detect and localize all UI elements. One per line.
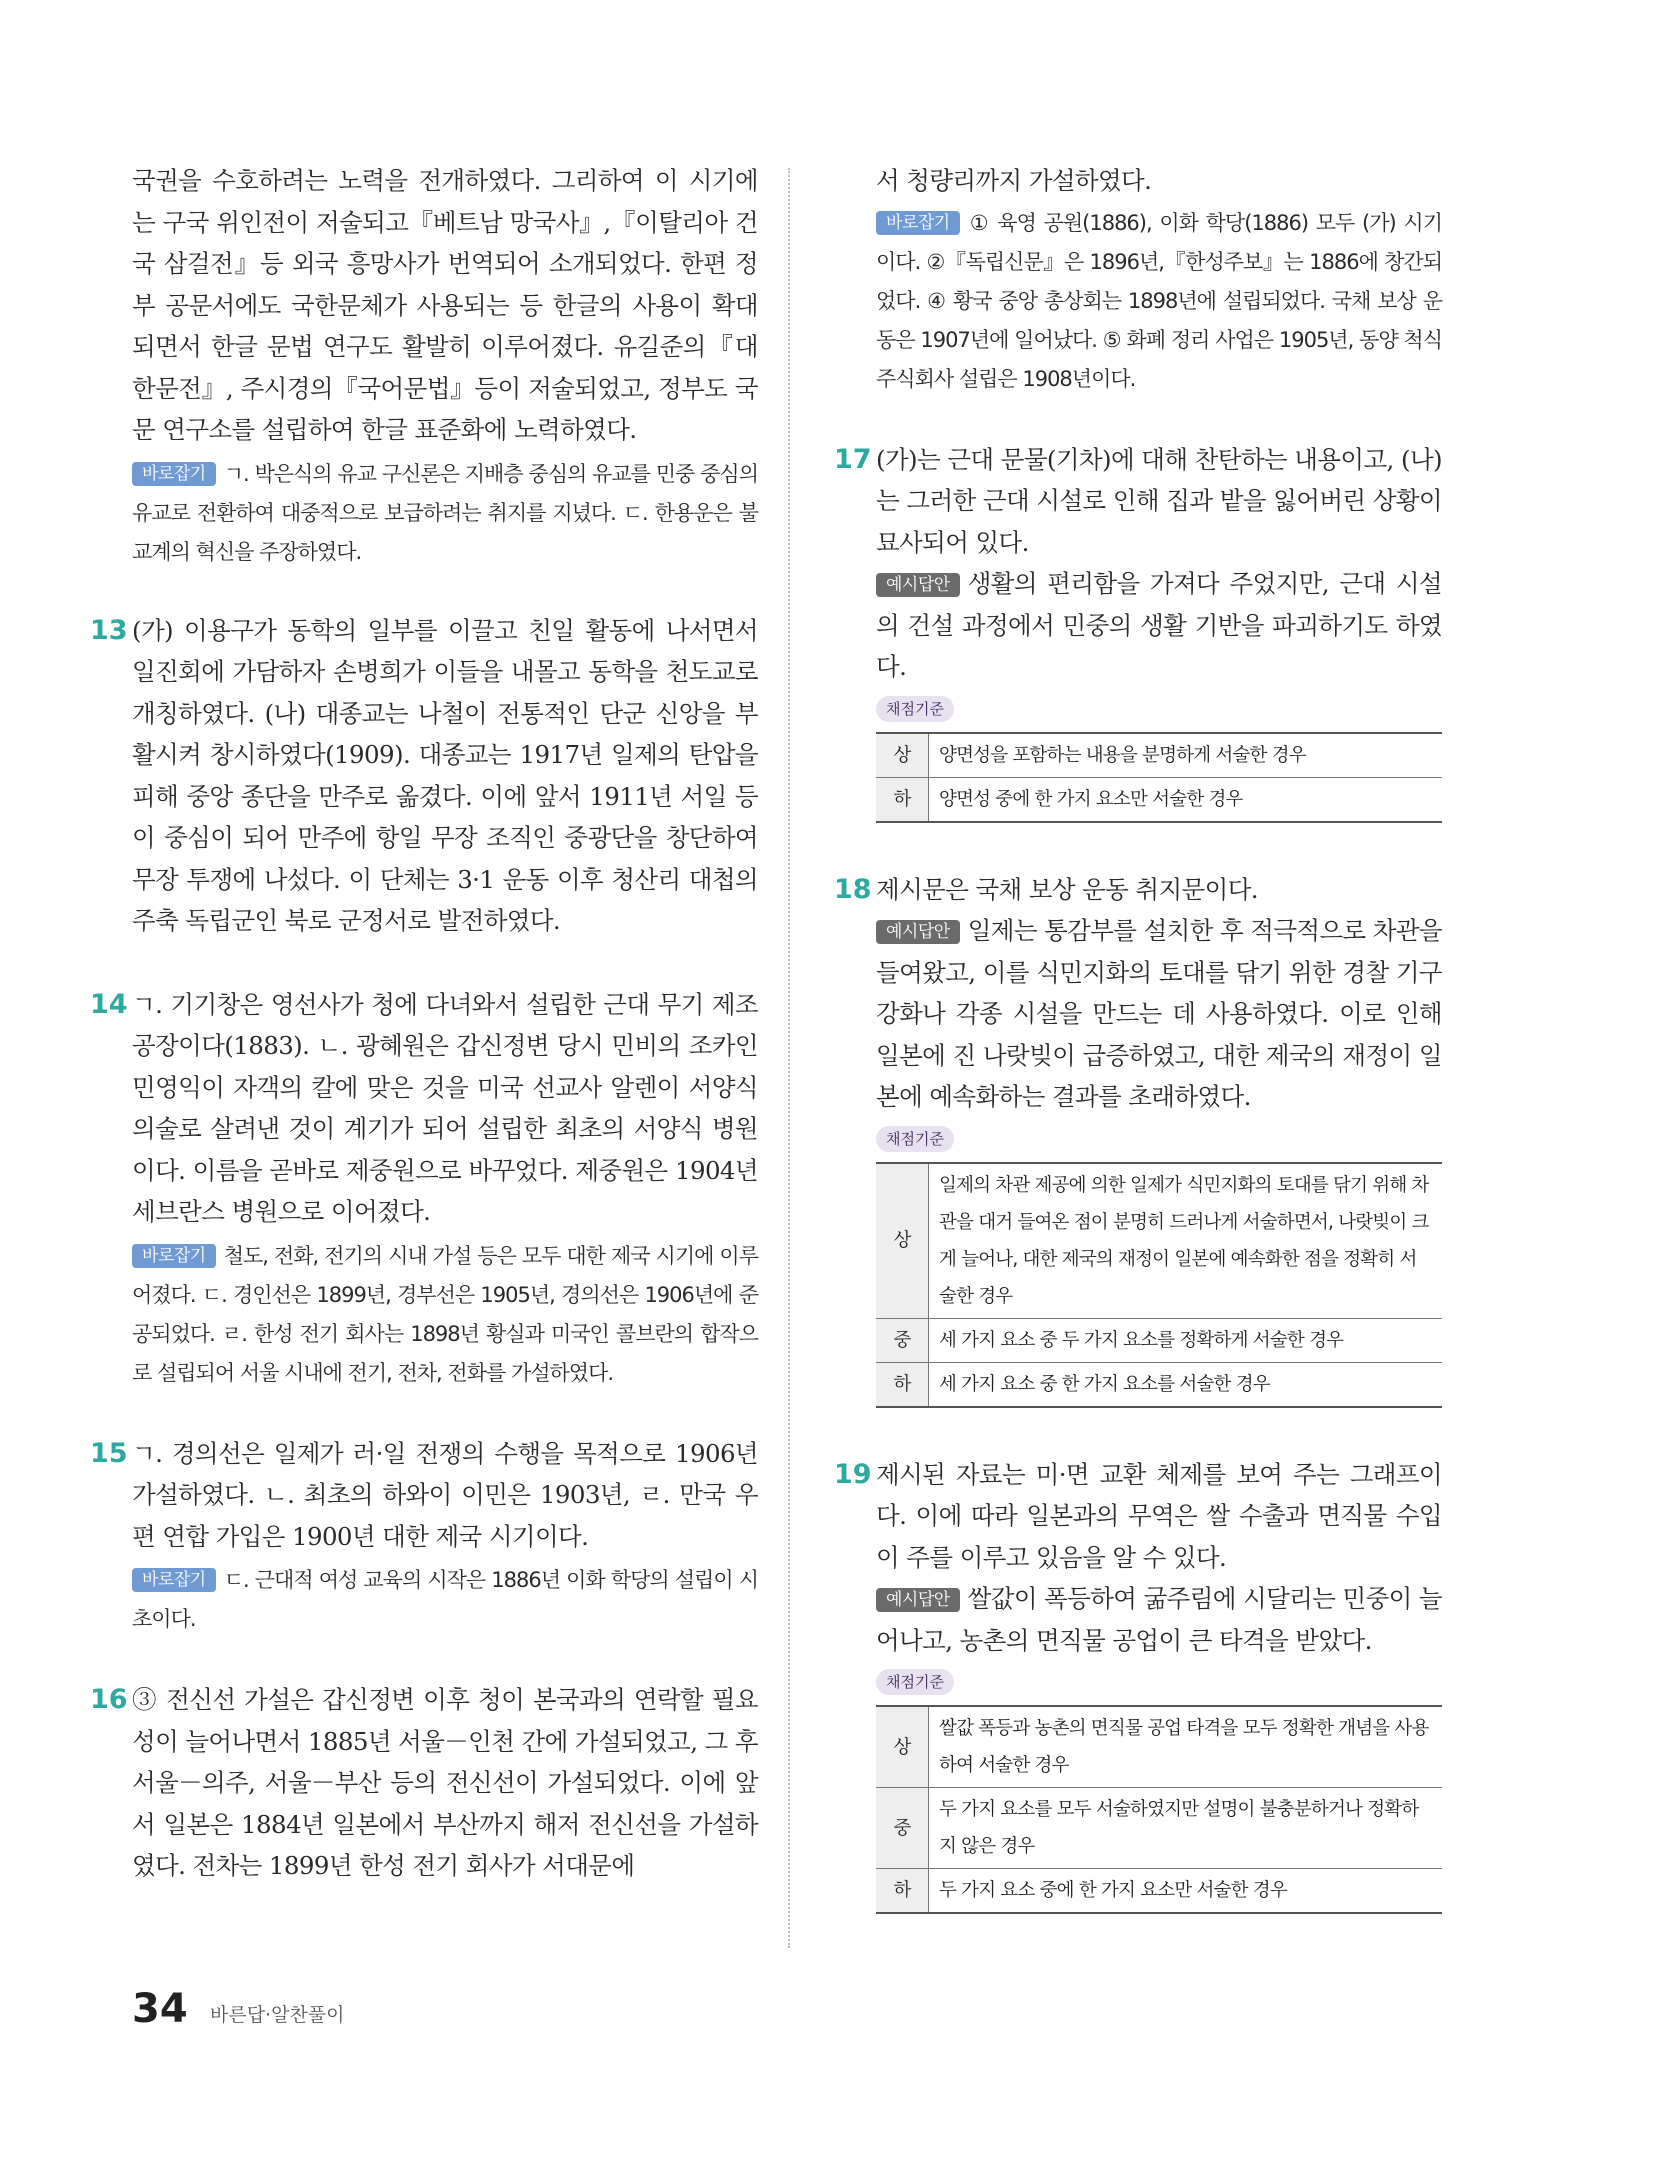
- question-number: 14: [90, 988, 128, 1020]
- question-text: (가) 이용구가 동학의 일부를 이끌고 친일 활동에 나서면서 일진회에 가담하자 손병희가 이들을 내몰고 동학을 천도교로 개칭하였다. (나) 대종교는 나철이 전통적인 단군 신앙을 부활시켜 창시하였다(1909). 대종교는 1917년 일제의 탄압을 피해 중앙 종단을 만주로 옮겼다. 이에 앞서 1911년 서일 등이 중심이 되어 만주에 항일 무장 조직인 중광단을 창단하여 무장 투쟁에 나섰다. 이 단체는 3·1 운동 이후 청산리 대첩의 주축 독립군인 북로 군정서로 발전하였다.: [132, 615, 758, 935]
- correction-note: [132, 1561, 758, 1639]
- question-number: 16: [90, 1684, 128, 1715]
- scoring-table: [876, 1162, 1442, 1408]
- question-number: 13: [90, 614, 128, 646]
- question-text: (가)는 근대 문물(기차)에 대해 찬탄하는 내용이고, (나)는 그러한 근대 시설로 인해 집과 밭을 잃어버린 상황이 묘사되어 있다.: [876, 444, 1442, 557]
- correction-note: [132, 1237, 758, 1393]
- correction-note: [132, 455, 758, 572]
- table-row: [876, 1362, 1442, 1407]
- level-cell: 하: [876, 777, 929, 822]
- table-row: [876, 1869, 1442, 1914]
- question-19: [834, 1454, 1442, 1915]
- question-text: 제시된 자료는 미·면 교환 체제를 보여 주는 그래프이다. 이에 따라 일본과의 무역은 쌀 수출과 면직물 수입이 주를 이루고 있음을 알 수 있다.: [876, 1459, 1442, 1572]
- page-number: 34: [132, 1986, 188, 2032]
- question-17: [834, 439, 1442, 823]
- question-number: 17: [834, 443, 872, 475]
- desc-cell: 양면성을 포함하는 내용을 분명하게 서술한 경우: [939, 744, 1306, 766]
- model-answer: [876, 910, 1442, 1118]
- correction-badge: 바로잡기: [132, 1244, 216, 1268]
- question-text: ㄱ. 기기창은 영선사가 청에 다녀와서 설립한 근대 무기 제조 공장이다(1883). ㄴ. 광혜원은 갑신정변 당시 민비의 조카인 민영익이 자객의 칼에 맞은 것을 미국 선교사 알렌이 서양식 의술로 살려낸 것이 계기가 되어 설립한 최초의 서양식 병원이다. 이름을 곧바로 제중원으로 바꾸었다. 제중원은 1904년 세브란스 병원으로 이어졌다.: [132, 989, 758, 1226]
- model-answer-text: 쌀값이 폭등하여 굶주림에 시달리는 민중이 늘어나고, 농촌의 면직물 공업이 큰 타격을 받았다.: [876, 1584, 1442, 1655]
- desc-cell: 쌀값 폭등과 농촌의 면직물 공업 타격을 모두 정확한 개념을 사용하여 서술한 경우: [939, 1718, 1429, 1776]
- level-cell: 중: [876, 1788, 929, 1869]
- question-number: 15: [90, 1437, 128, 1469]
- model-answer: [876, 563, 1442, 688]
- correction-text: 철도, 전화, 전기의 시내 가설 등은 모두 대한 제국 시기에 이루어졌다. ㄷ. 경인선은 1899년, 경부선은 1905년, 경의선은 1906년에 준공되었다. ㄹ. 한성 전기 회사는 1898년 황실과 미국인 콜브란의 합작으로 설립되어 서울 시내에 전기, 전차, 전화를 가설하였다.: [132, 1243, 758, 1385]
- correction-badge: 바로잡기: [132, 462, 216, 486]
- criteria-label: 채점기준: [876, 1126, 954, 1152]
- model-answer-badge: 예시답안: [876, 573, 960, 597]
- correction-badge: 바로잡기: [876, 211, 960, 235]
- desc-cell: 두 가지 요소 중에 한 가지 요소만 서술한 경우: [939, 1880, 1287, 1901]
- level-cell: 상: [876, 1163, 929, 1319]
- correction-text: ① 육영 공원(1886), 이화 학당(1886) 모두 (가) 시기이다. ②『독립신문』은 1896년,『한성주보』는 1886에 창간되었다. ④ 황국 중앙 총상회는 1898년에 설립되었다. 국채 보상 운동은 1907년에 일어났다. ⑤ 화폐 정리 사업은 1905년, 동양 척식 주식회사 설립은 1908년이다.: [876, 210, 1442, 391]
- question-number: 19: [834, 1458, 872, 1490]
- correction-badge: 바로잡기: [132, 1568, 216, 1592]
- desc-cell: 세 가지 요소 중 한 가지 요소를 서술한 경우: [939, 1373, 1270, 1395]
- model-answer-badge: 예시답안: [876, 1588, 960, 1612]
- scoring-table: [876, 1705, 1442, 1914]
- table-row: [876, 1788, 1442, 1869]
- question-text: ㄱ. 경의선은 일제가 러·일 전쟁의 수행을 목적으로 1906년 가설하였다. ㄴ. 최초의 하와이 이민은 1903년, ㄹ. 만국 우편 연합 가입은 1900년 대한 제국 시기이다.: [132, 1438, 758, 1551]
- table-row: [876, 777, 1442, 822]
- correction-text: ㄱ. 박은식의 유교 구신론은 지배층 중심의 유교를 민중 중심의 유교로 전환하여 대중적으로 보급하려는 취지를 지녔다. ㄷ. 한용운은 불교계의 혁신을 주장하였다.: [132, 461, 758, 564]
- desc-cell: 두 가지 요소를 모두 서술하였지만 설명이 불충분하거나 정확하지 않은 경우: [939, 1799, 1419, 1857]
- table-row: [876, 1706, 1442, 1788]
- desc-cell: 세 가지 요소 중 두 가지 요소를 정확하게 서술한 경우: [939, 1329, 1344, 1351]
- question-16: [90, 1679, 758, 1887]
- footer-label: 바른답·알찬풀이: [210, 2004, 345, 2026]
- continued-text: 서 청량리까지 가설하였다.: [876, 166, 1152, 195]
- question-18: [834, 869, 1442, 1408]
- question-text: ③ 전신선 가설은 갑신정변 이후 청이 본국과의 연락할 필요성이 늘어나면서 1885년 서울－인천 간에 가설되었고, 그 후 서울－의주, 서울－부산 등의 전신선이 가설되었다. 이에 앞서 일본은 1884년 일본에서 부산까지 해저 전신선을 가설하였다. 전차는 1899년 한성 전기 회사가 서대문에: [132, 1685, 758, 1880]
- column-divider: [788, 168, 790, 1948]
- question-14: [90, 984, 758, 1393]
- criteria-label: 채점기준: [876, 1669, 954, 1695]
- desc-cell: 양면성 중에 한 가지 요소만 서술한 경우: [939, 788, 1243, 810]
- question-13: [90, 610, 758, 942]
- desc-cell: 일제의 차관 제공에 의한 일제가 식민지화의 토대를 닦기 위해 차관을 대거 들여온 점이 분명히 드러나게 서술하면서, 나랏빚이 크게 늘어나, 대한 제국의 재정이 일본에 예속화한 점을 정확히 서술한 경우: [939, 1174, 1429, 1307]
- table-row: [876, 1163, 1442, 1319]
- question-number: 18: [834, 873, 872, 905]
- table-row: [876, 1318, 1442, 1362]
- scoring-table: [876, 732, 1442, 823]
- model-answer: [876, 1578, 1442, 1661]
- criteria-label: 채점기준: [876, 696, 954, 722]
- correction-text: ㄷ. 근대적 여성 교육의 시작은 1886년 이화 학당의 설립이 시초이다.: [132, 1568, 758, 1631]
- table-row: [876, 733, 1442, 778]
- model-answer-badge: 예시답안: [876, 920, 960, 944]
- model-answer-text: 일제는 통감부를 설치한 후 적극적으로 차관을 들여왔고, 이를 식민지화의 토대를 닦기 위한 경찰 기구 강화나 각종 시설을 만드는 데 사용하였다. 이로 인해 일본에 진 나랏빚이 급증하였고, 대한 제국의 재정이 일본에 예속화하는 결과를 초래하였다.: [876, 916, 1442, 1111]
- correction-note: [876, 204, 1442, 399]
- model-answer-text: 생활의 편리함을 가져다 주었지만, 근대 시설의 건설 과정에서 민중의 생활 기반을 파괴하기도 하였다.: [876, 569, 1442, 681]
- level-cell: 중: [876, 1318, 929, 1362]
- continued-text: 국권을 수호하려는 노력을 전개하였다. 그리하여 이 시기에는 구국 위인전이 저술되고『베트남 망국사』,『이탈리아 건국 삼걸전』등 외국 흥망사가 번역되어 소개되었다. 한편 정부 공문서에도 국한문체가 사용되는 등 한글의 사용이 확대되면서 한글 문법 연구도 활발히 이루어졌다. 유길준의『대한문전』, 주시경의『국어문법』등이 저술되었고, 정부도 국문 연구소를 설립하여 한글 표준화에 노력하였다.: [132, 166, 758, 444]
- level-cell: 하: [876, 1362, 929, 1407]
- right-column: [834, 160, 1442, 1914]
- question-text: 제시문은 국채 보상 운동 취지문이다.: [876, 874, 1258, 904]
- level-cell: 상: [876, 1706, 929, 1788]
- level-cell: 상: [876, 733, 929, 778]
- question-15: [90, 1433, 758, 1640]
- left-column: [90, 160, 758, 1887]
- level-cell: 하: [876, 1869, 929, 1914]
